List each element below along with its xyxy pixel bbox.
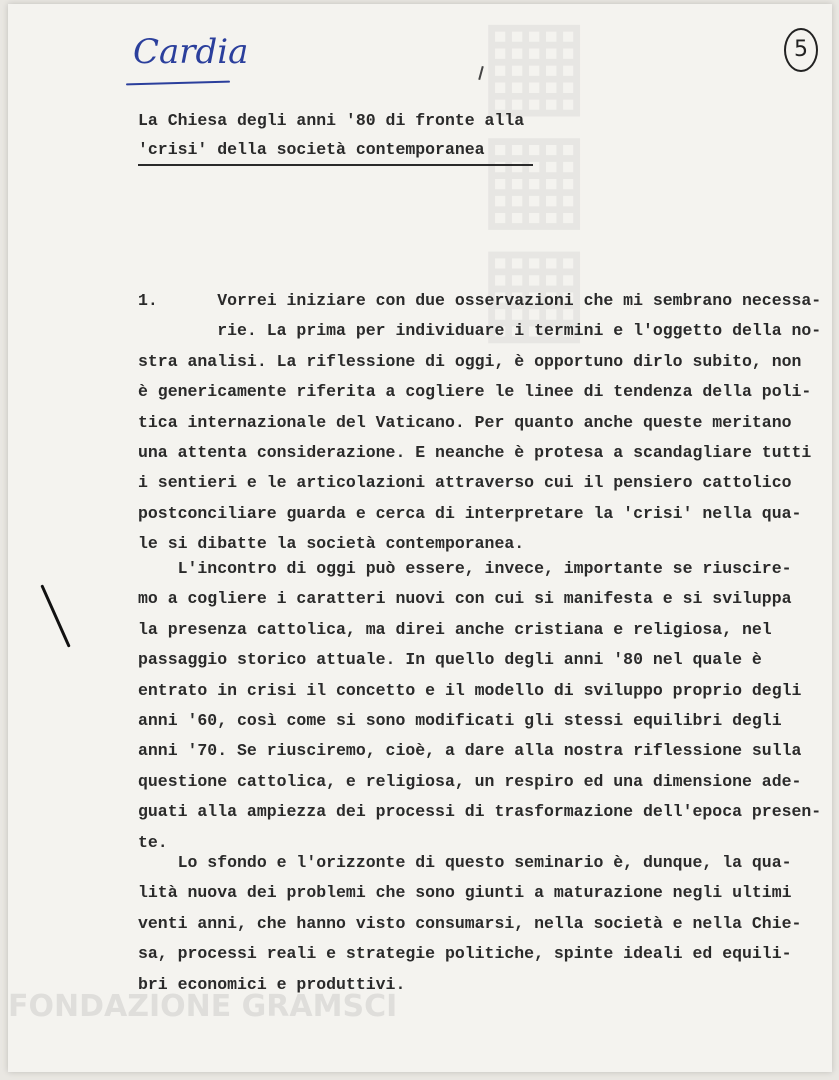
text-line: sa, processi reali e strategie politiche, spinte ideali ed equili- bbox=[138, 944, 792, 964]
text-line: le si dibatte la società contemporanea. bbox=[138, 534, 525, 554]
text-line: venti anni, che hanno visto consumarsi, nella società e nella Chie- bbox=[138, 913, 802, 933]
reverse-side-bleed-through: ▦▦▦ bbox=[474, 14, 613, 355]
text-line: la presenza cattolica, ma direi anche cristiana e religiosa, nel bbox=[138, 619, 772, 639]
title-line: 'crisi' della società contemporanea bbox=[138, 140, 485, 159]
title-line: La Chiesa degli anni '80 di fronte alla bbox=[138, 111, 525, 130]
document-page bbox=[8, 4, 832, 1072]
text-line: mo a cogliere i caratteri nuovi con cui si manifesta e si sviluppa bbox=[138, 589, 792, 609]
document-title bbox=[138, 106, 524, 164]
text-line: postconciliare guarda e cerca di interpretare la 'crisi' nella qua- bbox=[138, 503, 802, 523]
text-line: rie. La prima per individuare i termini e l'oggetto della no- bbox=[138, 321, 822, 341]
handwritten-author-name: Cardia bbox=[133, 32, 249, 72]
title-underline bbox=[138, 164, 533, 166]
text-line: entrato in crisi il concetto e il modello di sviluppo proprio degli bbox=[138, 680, 802, 700]
text-line: una attenta considerazione. E neanche è protesa a scandagliare tutti bbox=[138, 443, 812, 463]
archive-watermark: FONDAZIONE GRAMSCI bbox=[8, 989, 398, 1024]
paragraph-2 bbox=[138, 554, 822, 858]
text-line: passaggio storico attuale. In quello degli anni '80 nel quale è bbox=[138, 650, 762, 670]
text-line: anni '60, così come si sono modificati gli stessi equilibri degli bbox=[138, 711, 782, 731]
text-line: guati alla ampiezza dei processi di trasformazione dell'epoca presen- bbox=[138, 802, 822, 822]
paragraph-3 bbox=[138, 848, 818, 1000]
text-line: Lo sfondo e l'orizzonte di questo seminario è, dunque, la qua- bbox=[138, 853, 792, 872]
circled-page-number: 5 bbox=[784, 28, 818, 72]
text-line: anni '70. Se riusciremo, cioè, a dare alla nostra riflessione sulla bbox=[138, 741, 802, 761]
text-line: lità nuova dei problemi che sono giunti a maturazione negli ultimi bbox=[138, 883, 792, 903]
text-line: i sentieri e le articolazioni attraverso cui il pensiero cattolico bbox=[138, 473, 792, 493]
text-line: te. bbox=[138, 832, 168, 852]
text-line: questione cattolica, e religiosa, un respiro ed una dimensione ade- bbox=[138, 771, 802, 791]
text-line: è genericamente riferita a cogliere le linee di tendenza della poli- bbox=[138, 382, 812, 402]
text-line: tica internazionale del Vaticano. Per quanto anche queste meritano bbox=[138, 412, 792, 432]
paragraph-1 bbox=[138, 286, 822, 560]
text-line: L'incontro di oggi può essere, invece, importante se riuscire- bbox=[138, 559, 792, 578]
handwritten-underline bbox=[126, 81, 230, 86]
text-line: 1. Vorrei iniziare con due osservazioni che mi sembrano necessa- bbox=[138, 291, 822, 310]
text-line: stra analisi. La riflessione di oggi, è opportuno dirlo subito, non bbox=[138, 351, 802, 371]
text-line: bri economici e produttivi. bbox=[138, 974, 406, 994]
pen-tick-mark bbox=[478, 66, 484, 80]
margin-pen-stroke bbox=[40, 584, 70, 647]
